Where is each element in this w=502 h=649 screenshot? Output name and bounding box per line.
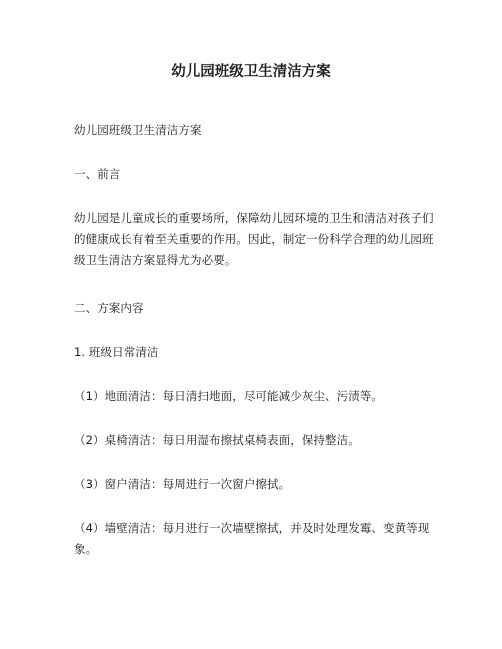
section-heading-content: 二、方案内容 bbox=[74, 301, 144, 315]
list-item-floor: （1）地面清洁：每日清扫地面，尽可能减少灰尘、污渍等。 bbox=[74, 389, 384, 403]
list-item-walls: （4）墙壁清洁：每月进行一次墙壁擦拭，并及时处理发霉、变黄等现象。 bbox=[74, 521, 430, 556]
list-item-windows: （3）窗户清洁：每周进行一次窗户擦拭。 bbox=[74, 477, 291, 491]
document-subtitle: 幼儿园班级卫生清洁方案 bbox=[74, 123, 202, 137]
section-heading-preface: 一、前言 bbox=[74, 167, 121, 181]
intro-paragraph: 幼儿园是儿童成长的重要场所，保障幼儿园环境的卫生和清洁对孩子们的健康成长有着至关重要的作用。因此，制定一份科学合理的幼儿园班级卫生清洁方案显得尤为必要。 bbox=[74, 211, 434, 267]
document-title: 幼儿园班级卫生清洁方案 bbox=[171, 64, 331, 80]
subsection-heading-daily-cleaning: 1. 班级日常清洁 bbox=[74, 345, 159, 359]
list-item-desks: （2）桌椅清洁：每日用湿布擦拭桌椅表面，保持整洁。 bbox=[74, 433, 360, 447]
